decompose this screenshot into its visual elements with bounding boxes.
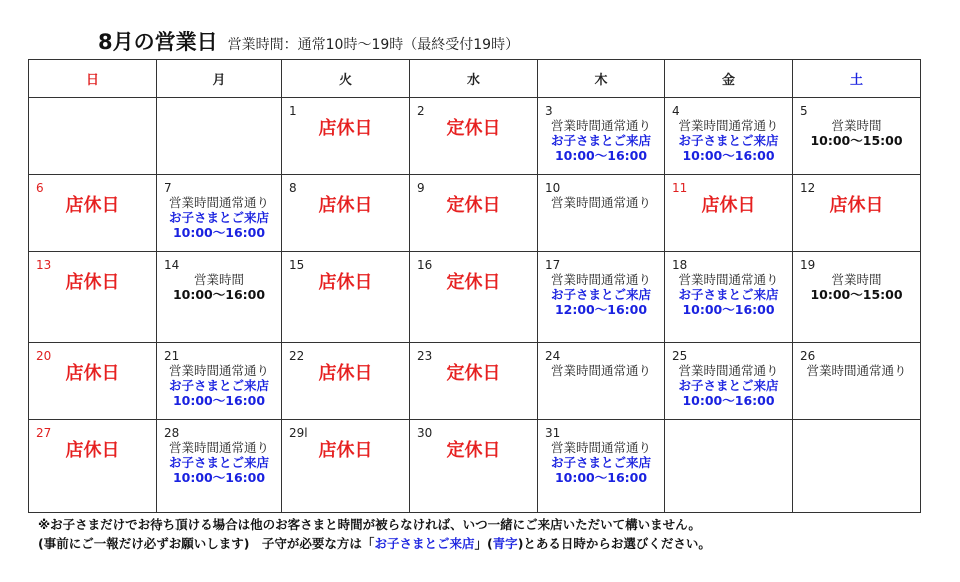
kids-visit-label: お子さまとご来店: [550, 455, 651, 470]
day-content: [538, 175, 664, 251]
day-content: [665, 252, 792, 342]
day-content: [793, 420, 920, 512]
day-content: [538, 343, 664, 419]
day-number: 15: [289, 258, 305, 272]
calendar-day-cell: [665, 98, 793, 175]
hours-label: 営業時間通常通り: [806, 363, 907, 378]
calendar-week-row: [29, 175, 921, 252]
day-content: [793, 252, 920, 342]
kids-visit-label: お子さまとご来店: [678, 133, 779, 148]
calendar-day-cell: [157, 252, 282, 343]
weekday-saturday: 土: [793, 60, 921, 98]
day-content: [282, 252, 409, 342]
hours-label: 営業時間: [831, 118, 882, 133]
day-number: 26: [800, 349, 816, 363]
day-content: [665, 175, 792, 251]
kids-visit-label: お子さまとご来店: [168, 210, 269, 225]
weekday-thursday: 木: [538, 60, 665, 98]
calendar-day-cell: [665, 175, 793, 252]
calendar-day-cell: [410, 343, 538, 420]
hours-label: 営業時間通常通り: [550, 363, 651, 378]
footnote-part: 」(: [474, 536, 493, 551]
closed-label: 店休日: [701, 195, 756, 216]
calendar-day-cell: [538, 175, 665, 252]
day-content: [665, 420, 792, 512]
kids-visit-time: 10:00〜16:00: [172, 470, 266, 485]
day-number: 19: [800, 258, 816, 272]
calendar-day-cell: [538, 343, 665, 420]
weekday-header-row: [29, 60, 921, 98]
day-content: [410, 175, 537, 251]
closed-label: 店休日: [65, 272, 120, 293]
calendar-day-cell: [538, 98, 665, 175]
closed-label: 店休日: [318, 272, 373, 293]
calendar-day-cell: [29, 252, 157, 343]
calendar-day-cell: [665, 420, 793, 513]
day-content: [410, 252, 537, 342]
day-number: 2: [417, 104, 425, 118]
kids-visit-time: 12:00〜16:00: [554, 302, 648, 317]
calendar-day-cell: [282, 175, 410, 252]
kids-visit-time: 10:00〜16:00: [172, 393, 266, 408]
day-number: 18: [672, 258, 688, 272]
day-content: [29, 98, 156, 174]
day-number: 29l: [289, 426, 308, 440]
day-content: [29, 252, 156, 342]
day-number: 24: [545, 349, 561, 363]
day-content: [793, 98, 920, 174]
calendar-day-cell: [157, 420, 282, 513]
day-content: [538, 420, 664, 512]
calendar-day-cell: [282, 343, 410, 420]
day-number: 7: [164, 181, 172, 195]
calendar-day-cell: [793, 252, 921, 343]
day-number: 17: [545, 258, 561, 272]
calendar-day-cell: [410, 420, 538, 513]
hours-label: 営業時間通常通り: [550, 440, 651, 455]
closed-label: 定休日: [446, 118, 501, 139]
closed-label: 店休日: [65, 195, 120, 216]
day-content: [29, 175, 156, 251]
day-content: [282, 98, 409, 174]
day-number: 3: [545, 104, 553, 118]
calendar-day-cell: [410, 252, 538, 343]
hours-time: 10:00〜16:00: [172, 287, 266, 302]
day-content: [410, 343, 537, 419]
calendar-day-cell: [793, 98, 921, 175]
kids-visit-label: お子さまとご来店: [168, 378, 269, 393]
hours-label: 営業時間通常通り: [168, 440, 269, 455]
closed-label: 店休日: [318, 440, 373, 461]
calendar-day-cell: [793, 420, 921, 513]
footnotes: [38, 515, 711, 553]
hours-label: 営業時間通常通り: [678, 363, 779, 378]
hours-time: 10:00〜15:00: [810, 287, 903, 302]
hours-label: 営業時間: [193, 272, 244, 287]
day-number: 25: [672, 349, 688, 363]
day-content: [282, 175, 409, 251]
day-content: [157, 175, 281, 251]
footnote-line-2: [38, 534, 711, 553]
footnote-blue-label: 青字: [492, 536, 518, 551]
weekday-monday: 月: [157, 60, 282, 98]
calendar-day-cell: [157, 343, 282, 420]
closed-label: 定休日: [446, 363, 501, 384]
kids-visit-label: お子さまとご来店: [678, 287, 779, 302]
page-title: 8月の営業日: [98, 30, 218, 54]
calendar-week-row: [29, 98, 921, 175]
calendar-day-cell: [282, 98, 410, 175]
calendar-table: [28, 59, 921, 513]
day-content: [157, 420, 281, 512]
kids-visit-label: お子さまとご来店: [168, 455, 269, 470]
hours-label: 営業時間通常通り: [168, 195, 269, 210]
day-number: 30: [417, 426, 433, 440]
kids-visit-time: 10:00〜16:00: [682, 393, 775, 408]
weekday-wednesday: 水: [410, 60, 538, 98]
closed-label: 店休日: [65, 363, 120, 384]
day-number: 8: [289, 181, 297, 195]
calendar-day-cell: [29, 420, 157, 513]
closed-label: 店休日: [829, 195, 884, 216]
day-number: 9: [417, 181, 425, 195]
day-number: 16: [417, 258, 433, 272]
day-content: [157, 343, 281, 419]
day-content: [29, 420, 156, 512]
hours-label: 営業時間通常通り: [550, 195, 651, 210]
hours-label: 営業時間通常通り: [550, 272, 651, 287]
calendar-day-cell: [538, 252, 665, 343]
day-number: 12: [800, 181, 816, 195]
day-content: [793, 175, 920, 251]
calendar-day-cell: [282, 420, 410, 513]
kids-visit-time: 10:00〜16:00: [172, 225, 266, 240]
weekday-sunday: 日: [29, 60, 157, 98]
day-number: 10: [545, 181, 561, 195]
day-number: 27: [36, 426, 52, 440]
calendar-day-cell: [665, 343, 793, 420]
hours-label: 営業時間通常通り: [550, 118, 651, 133]
calendar-day-cell: [157, 98, 282, 175]
kids-visit-label: お子さまとご来店: [678, 378, 779, 393]
page-heading: [98, 26, 519, 56]
day-number: 14: [164, 258, 180, 272]
day-number: 21: [164, 349, 180, 363]
calendar-day-cell: [410, 98, 538, 175]
closed-label: 定休日: [446, 272, 501, 293]
kids-visit-label: お子さまとご来店: [550, 287, 651, 302]
weekday-friday: 金: [665, 60, 793, 98]
calendar-day-cell: [410, 175, 538, 252]
day-content: [410, 420, 537, 512]
calendar-day-cell: [29, 98, 157, 175]
hours-label: 営業時間通常通り: [678, 272, 779, 287]
day-content: [282, 420, 409, 512]
calendar-week-row: [29, 343, 921, 420]
hours-time: 10:00〜15:00: [810, 133, 903, 148]
calendar-day-cell: [282, 252, 410, 343]
kids-visit-time: 10:00〜16:00: [554, 148, 648, 163]
hours-label: 営業時間: [831, 272, 882, 287]
kids-visit-time: 10:00〜16:00: [682, 148, 775, 163]
closed-label: 店休日: [65, 440, 120, 461]
day-content: [538, 252, 664, 342]
closed-label: 店休日: [318, 118, 373, 139]
calendar-day-cell: [29, 343, 157, 420]
day-content: [665, 98, 792, 174]
calendar-day-cell: [793, 343, 921, 420]
calendar-day-cell: [29, 175, 157, 252]
calendar-day-cell: [538, 420, 665, 513]
closed-label: 店休日: [318, 363, 373, 384]
day-content: [665, 343, 792, 419]
calendar-day-cell: [793, 175, 921, 252]
day-content: [793, 343, 920, 419]
day-content: [157, 98, 281, 174]
day-content: [29, 343, 156, 419]
hours-label: 営業時間通常通り: [168, 363, 269, 378]
day-number: 13: [36, 258, 52, 272]
kids-visit-time: 10:00〜16:00: [682, 302, 775, 317]
calendar-week-row: [29, 420, 921, 513]
footnote-part: )とある日時からお選びください。: [517, 536, 711, 551]
footnote-line-1: ※お子さまだけでお待ち頂ける場合は他のお客さまと時間が被らなければ、いつ一緒にご来店いただいて構いません。: [38, 517, 701, 532]
business-hours: 営業時間：通常10時〜19時（最終受付19時）: [227, 37, 520, 53]
calendar-day-cell: [157, 175, 282, 252]
day-content: [410, 98, 537, 174]
footnote-part: (事前にご一報だけ必ずお願いします) 子守が必要な方は「: [38, 536, 375, 551]
day-content: [157, 252, 281, 342]
day-number: 6: [36, 181, 44, 195]
calendar-day-cell: [665, 252, 793, 343]
day-number: 23: [417, 349, 433, 363]
kids-visit-label: お子さまとご来店: [550, 133, 651, 148]
day-content: [282, 343, 409, 419]
day-content: [538, 98, 664, 174]
day-number: 5: [800, 104, 808, 118]
day-number: 28: [164, 426, 180, 440]
footnote-kids-label: お子さまとご来店: [374, 536, 475, 551]
day-number: 31: [545, 426, 561, 440]
closed-label: 店休日: [318, 195, 373, 216]
kids-visit-time: 10:00〜16:00: [554, 470, 648, 485]
day-number: 22: [289, 349, 305, 363]
calendar-week-row: [29, 252, 921, 343]
weekday-tuesday: 火: [282, 60, 410, 98]
day-number: 20: [36, 349, 52, 363]
day-number: 1: [289, 104, 297, 118]
closed-label: 定休日: [446, 440, 501, 461]
closed-label: 定休日: [446, 195, 501, 216]
day-number: 4: [672, 104, 680, 118]
hours-label: 営業時間通常通り: [678, 118, 779, 133]
day-number: 11: [672, 181, 688, 195]
